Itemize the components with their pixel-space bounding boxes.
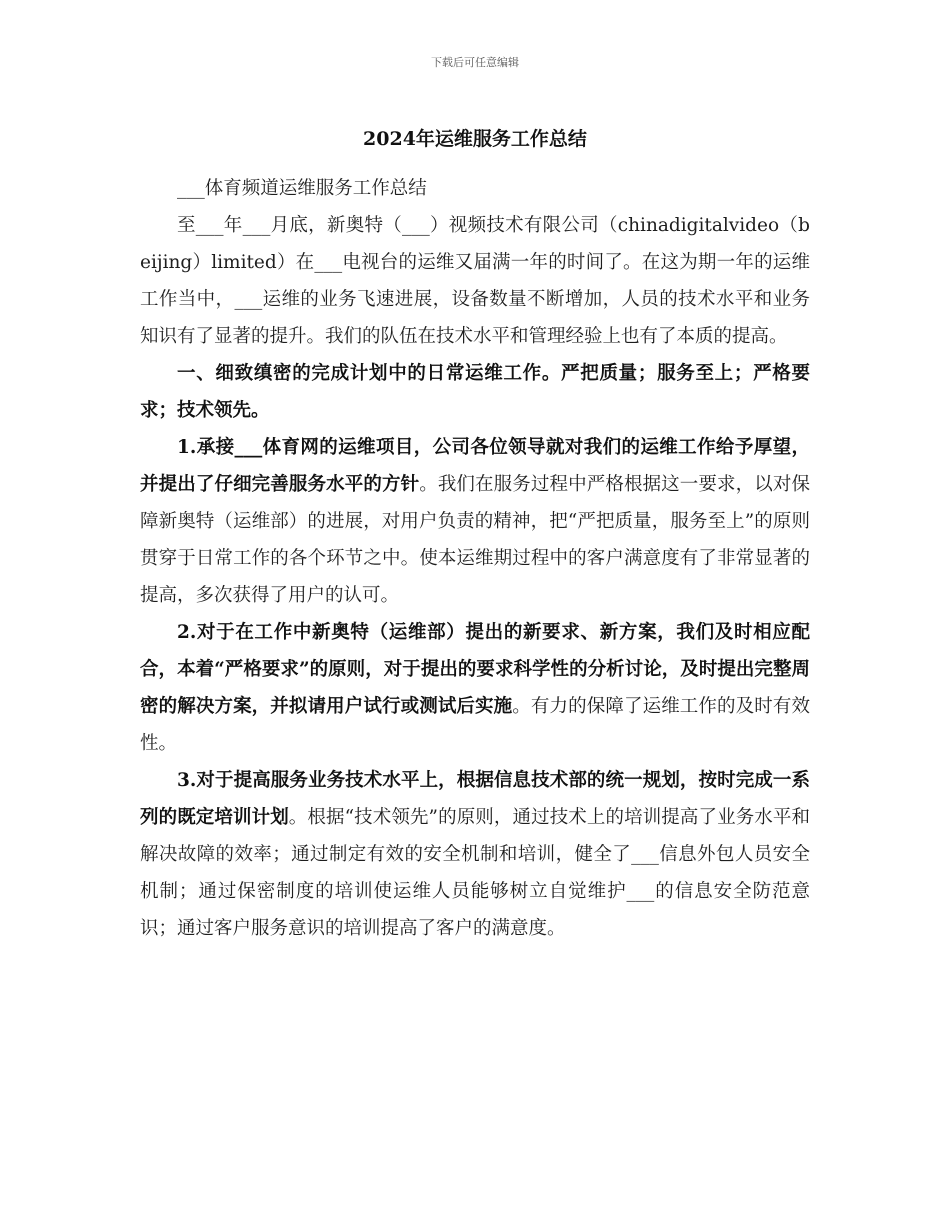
item-2-lead: 2.对于在工作中新奥特（运维部）提出的新要求、新方案，我们及时相应配合，本着“严格要求”的原则，对于提出的要求科学性的分析讨论，及时提出完整周密的解决方案，并拟请用户试行或测试后实施 — [140, 622, 810, 717]
item-2-text: 。有力的保障了运维工作的及时有效性。 — [140, 696, 810, 754]
intro-paragraph: 至___年___月底，新奥特（___）视频技术有限公司（chinadigitalvideo（beijing）limited）在___电视台的运维又届满一年的时间了。在这为期一年的运维工作当中，___运维的业务飞速进展，设备数量不断增加，人员的技术水平和业务知识有了显著的提升。我们的队伍在技术水平和管理经验上也有了本质的提高。 — [140, 215, 810, 347]
item-3-lead: 3.对于提高服务业务技术水平上，根据信息技术部的统一规划，按时完成一系列的既定培训计划 — [140, 770, 810, 828]
item-1-text: 。我们在服务过程中严格根据这一要求，以对保障新奥特（运维部）的进展，对用户负责的精神，把“严把质量，服务至上”的原则贯穿于日常工作的各个环节之中。使本运维期过程中的客户满意度有了非常显著的提高，多次获得了用户的认可。 — [140, 474, 810, 606]
item-2-paragraph — [140, 614, 810, 762]
item-3-text: 。根据“技术领先”的原则，通过技术上的培训提高了业务水平和解决故障的效率；通过制定有效的安全机制和培训，健全了___信息外包人员安全机制；通过保密制度的培训使运维人员能够树立自觉维护___的信息安全防范意识；通过客户服务意识的培训提高了客户的满意度。 — [140, 807, 810, 939]
document-title: 2024年运维服务工作总结 — [363, 128, 587, 150]
item-1-lead: 1.承接___体育网的运维项目，公司各位领导就对我们的运维工作给予厚望，并提出了仔细完善服务水平的方针 — [140, 437, 810, 495]
header-note: 下载后可任意编辑 — [431, 56, 519, 69]
item-3-paragraph — [140, 762, 810, 947]
item-1-paragraph — [140, 429, 810, 614]
section-heading: 一、细致缜密的完成计划中的日常运维工作。严把质量；服务至上；严格要求；技术领先。 — [140, 363, 810, 421]
subtitle-paragraph: ___体育频道运维服务工作总结 — [177, 178, 427, 199]
document-body — [140, 170, 810, 947]
